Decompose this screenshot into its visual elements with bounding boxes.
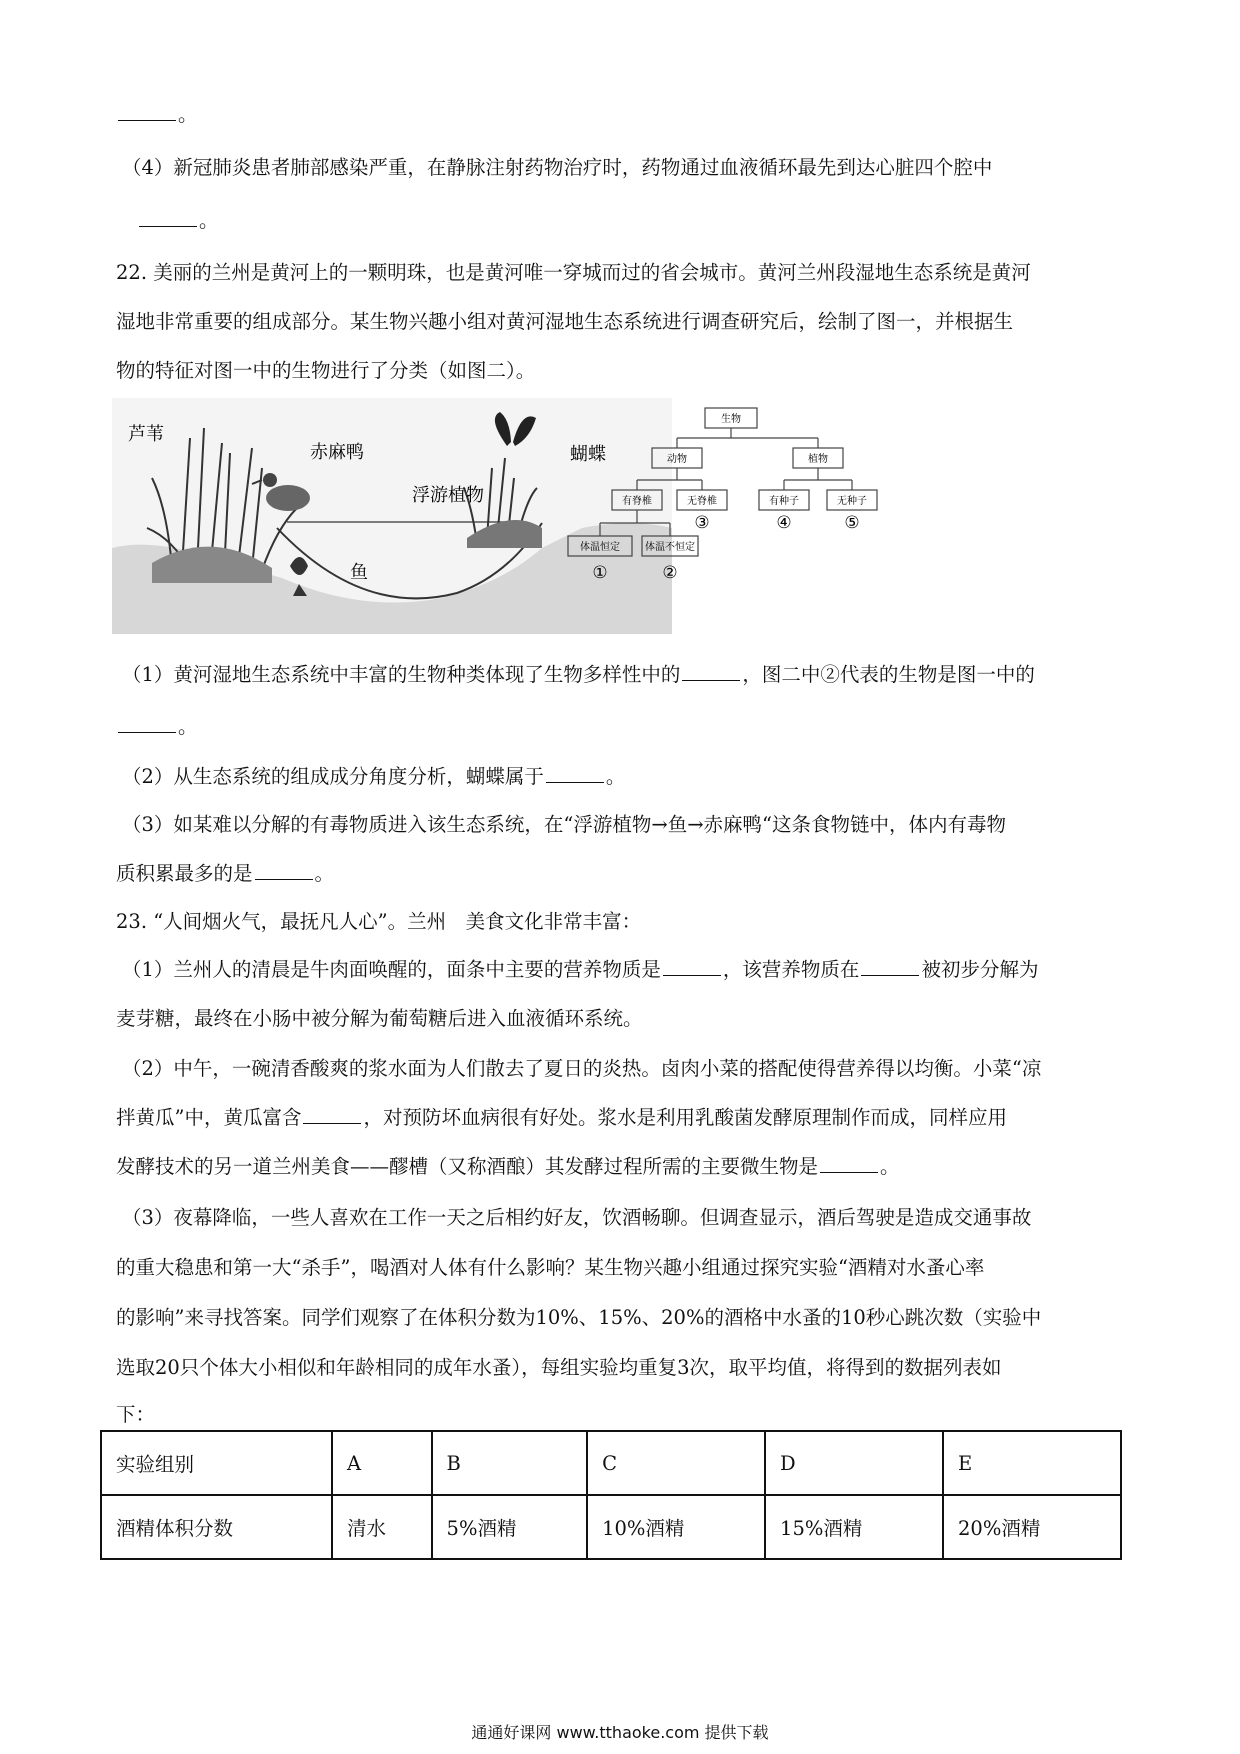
table-cell: C [587, 1431, 765, 1495]
table-cell: 5%酒精 [432, 1495, 588, 1559]
answer-blank [118, 712, 176, 733]
table-cell: A [332, 1431, 432, 1495]
q22-figure [112, 398, 957, 634]
table-cell: 清水 [332, 1495, 432, 1559]
q22-line3: 物的特征对图一中的生物进行了分类（如图二）。 [116, 359, 536, 382]
node-root: 生物 [721, 414, 741, 425]
table-cell: D [765, 1431, 943, 1495]
q23-p3b: 的重大稳患和第一大“杀手”，喝酒对人体有什么影响？某生物兴趣小组通过探究实验“酒精对水蚤心率 [116, 1256, 985, 1279]
q23-p2b: 拌黄瓜”中，黄瓜富含 ，对预防坏血病很有好处。浆水是利用乳酸菌发酵原理制作而成，同样应用 [116, 1103, 1134, 1133]
table-cell: 20%酒精 [943, 1495, 1121, 1559]
q22-line2: 湿地非常重要的组成部分。某生物兴趣小组对黄河湿地生态系统进行调查研究后，绘制了图一，并根据生 [116, 310, 1014, 333]
node-invertebrate: 无脊椎 [687, 496, 717, 507]
figure-one-wetland [112, 398, 672, 634]
table-cell: 酒精体积分数 [101, 1495, 332, 1559]
marker-1: ① [592, 563, 608, 582]
q23-p1b: 麦芽糖，最终在小肠中被分解为葡萄糖后进入血液循环系统。 [116, 1007, 643, 1030]
q23-p3e: 下： [116, 1403, 156, 1426]
q22-p3a: （3）如某难以分解的有毒物质进入该生态系统，在“浮游植物→鱼→赤麻鸭“这条食物链中，体内有毒物 [122, 813, 1007, 836]
table-cell: 实验组别 [101, 1431, 332, 1495]
answer-blank [303, 1103, 361, 1124]
node-vertebrate: 有脊椎 [622, 496, 652, 507]
table-cell: 10%酒精 [587, 1495, 765, 1559]
answer-blank [861, 955, 919, 976]
answer-blank [139, 206, 197, 227]
q21-p3-tail: 。 [116, 100, 1134, 130]
q22-line1: 22. 美丽的兰州是黄河上的一颗明珠，也是黄河唯一穿城而过的省会城市。黄河兰州段湿地生态系统是黄河 [116, 261, 1031, 284]
q23-p3d: 选取20只个体大小相似和年龄相同的成年水蚤），每组实验均重复3次，取平均值，将得到的数据列表如 [116, 1356, 1002, 1379]
q22-p1: （1）黄河湿地生态系统中丰富的生物种类体现了生物多样性中的 ，图二中②代表的生物是图一中的 [122, 660, 1140, 690]
table-cell: 15%酒精 [765, 1495, 943, 1559]
node-animal: 动物 [667, 454, 687, 465]
q23-p1a: （1）兰州人的清晨是牛肉面唤醒的，面条中主要的营养物质是 ，该营养物质在 被初步分解为 [122, 955, 1140, 985]
answer-blank [546, 762, 604, 783]
node-noseed: 无种子 [837, 496, 867, 507]
label-fish: 鱼 [350, 562, 368, 582]
table-cell: B [432, 1431, 588, 1495]
node-warm: 体温恒定 [580, 542, 620, 553]
page-footer: 通通好课网 www.tthaoke.com 提供下载 [471, 1723, 769, 1742]
q21-p4: （4）新冠肺炎患者肺部感染严重，在静脉注射药物治疗时，药物通过血液循环最先到达心脏四个腔中 [122, 156, 993, 179]
marker-3: ③ [694, 513, 710, 532]
table-row [101, 1431, 1121, 1495]
table-row [101, 1495, 1121, 1559]
answer-blank [682, 660, 740, 681]
answer-blank [820, 1152, 878, 1173]
answer-blank [255, 859, 313, 880]
label-duck: 赤麻鸭 [310, 442, 364, 462]
q23-p2a: （2）中午，一碗清香酸爽的浆水面为人们散去了夏日的炎热。卤肉小菜的搭配使得营养得以均衡。小菜“凉 [122, 1057, 1042, 1080]
q23-intro: 23. “人间烟火气，最抚凡人心”。兰州 美食文化非常丰富： [116, 910, 642, 933]
node-plant: 植物 [808, 454, 828, 465]
answer-blank [663, 955, 721, 976]
experiment-table [100, 1430, 1122, 1560]
q22-p3b: 质积累最多的是 。 [116, 859, 1134, 889]
table-cell: E [943, 1431, 1121, 1495]
marker-5: ⑤ [844, 513, 860, 532]
label-plankton: 浮游植物 [412, 485, 484, 505]
q22-p1-tail: 。 [116, 712, 1134, 742]
node-seed: 有种子 [769, 496, 799, 507]
label-reed: 芦苇 [128, 424, 164, 444]
marker-2: ② [662, 563, 678, 582]
q21-p4-tail: 。 [137, 206, 1155, 236]
node-cold: 体温不恒定 [645, 542, 695, 553]
label-butterfly: 蝴蝶 [570, 444, 606, 464]
answer-blank [118, 100, 176, 121]
q22-p2: （2）从生态系统的组成成分角度分析，蝴蝶属于 。 [122, 762, 1140, 792]
q23-p2c: 发酵技术的另一道兰州美食——醪槽（又称酒酿）其发酵过程所需的主要微生物是 。 [116, 1152, 1134, 1182]
marker-4: ④ [776, 513, 792, 532]
q23-p3c: 的影响”来寻找答案。同学们观察了在体积分数为10%、15%、20%的酒格中水蚤的10秒心跳次数（实验中 [116, 1306, 1042, 1329]
q23-p3a: （3）夜幕降临，一些人喜欢在工作一天之后相约好友，饮酒畅聊。但调查显示，酒后驾驶是造成交通事故 [122, 1206, 1032, 1229]
